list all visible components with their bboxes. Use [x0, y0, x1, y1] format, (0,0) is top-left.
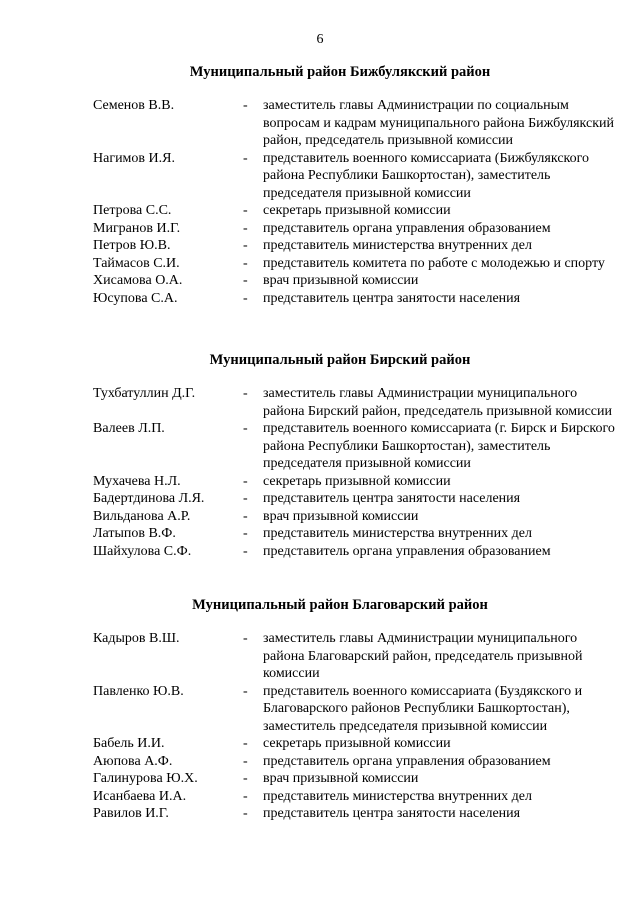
member-row	[0, 508, 640, 526]
member-name: Аюпова А.Ф.	[93, 753, 173, 769]
member-list	[0, 97, 640, 307]
member-name: Юсупова С.А.	[93, 290, 178, 306]
member-row	[0, 237, 640, 255]
page-number: 6	[316, 32, 324, 47]
member-row	[0, 272, 640, 290]
member-name: Исанбаева И.А.	[93, 788, 187, 804]
member-role: представитель органа управления образованием	[263, 543, 551, 559]
member-name: Галинурова Ю.Х.	[93, 771, 198, 786]
member-role: врач призывной комиссии	[263, 508, 419, 524]
member-row	[0, 735, 640, 753]
member-role: заместитель главы Администрации по социальным вопросам и кадрам муниципального района Бижбулякский район, председатель призывной комиссии	[263, 98, 615, 148]
member-dash: -	[243, 771, 248, 786]
member-name: Петров Ю.В.	[93, 238, 171, 253]
member-role: заместитель главы Администрации муниципального района Бирский район, председатель призывной комиссии	[263, 386, 612, 419]
member-row	[0, 490, 640, 508]
member-dash: -	[243, 753, 248, 769]
member-row	[0, 420, 640, 473]
member-row	[0, 220, 640, 238]
member-dash: -	[243, 386, 248, 401]
member-row	[0, 473, 640, 491]
member-row	[0, 788, 640, 806]
member-name: Кадыров В.Ш.	[93, 631, 180, 646]
member-dash: -	[243, 290, 248, 306]
member-dash: -	[243, 526, 248, 541]
member-role: представитель военного комиссариата (Буздякского и Благоварского районов Республики Башкортостан), заместитель председателя призывной комиссии	[263, 683, 583, 734]
member-dash: -	[243, 255, 248, 271]
member-name: Мигранов И.Г.	[93, 220, 181, 236]
member-role: представитель органа управления образованием	[263, 753, 551, 769]
member-name: Нагимов И.Я.	[93, 150, 175, 166]
member-role: представитель военного комиссариата (г. Бирск и Бирского района Республики Башкортостан), заместитель председателя призывной комиссии	[263, 421, 615, 471]
member-dash: -	[243, 543, 248, 559]
member-row	[0, 290, 640, 308]
member-dash: -	[243, 273, 248, 288]
member-row	[0, 385, 640, 420]
member-dash: -	[243, 473, 248, 489]
member-dash: -	[243, 683, 248, 699]
member-role: представитель органа управления образованием	[263, 220, 551, 236]
member-name: Вильданова А.Р.	[93, 508, 191, 524]
member-dash: -	[243, 631, 248, 646]
member-role: представитель центра занятости населения	[263, 806, 521, 821]
section-title: Муниципальный район Бижбулякский район	[189, 64, 491, 80]
member-row	[0, 770, 640, 788]
member-role: представитель министерства внутренних дел	[263, 238, 532, 253]
member-row	[0, 630, 640, 683]
member-name: Валеев Л.П.	[93, 421, 165, 436]
section-title: Муниципальный район Благоварский район	[192, 597, 488, 613]
member-role: представитель военного комиссариата (Бижбулякского района Республики Башкортостан), заместитель председателя призывной комиссии	[263, 150, 590, 201]
member-name: Тухбатуллин Д.Г.	[93, 386, 196, 401]
member-name: Бадертдинова Л.Я.	[93, 491, 205, 506]
member-dash: -	[243, 736, 248, 751]
member-dash: -	[243, 508, 248, 524]
member-row	[0, 543, 640, 561]
member-row	[0, 150, 640, 203]
member-name: Мухачева Н.Л.	[93, 473, 181, 489]
member-row	[0, 255, 640, 273]
member-name: Шайхулова С.Ф.	[93, 543, 192, 559]
member-dash: -	[243, 806, 248, 821]
member-name: Хисамова О.А.	[93, 273, 183, 288]
member-name: Равилов И.Г.	[93, 806, 169, 821]
member-role: врач призывной комиссии	[263, 273, 419, 288]
member-name: Петрова С.С.	[93, 203, 172, 218]
member-row	[0, 525, 640, 543]
member-row	[0, 683, 640, 736]
member-list	[0, 630, 640, 823]
member-role: секретарь призывной комиссии	[263, 736, 451, 751]
section-blagovar	[0, 597, 640, 823]
member-role: заместитель главы Администрации муниципального района Благоварский район, председатель призывной комиссии	[263, 631, 583, 681]
member-dash: -	[243, 421, 248, 436]
member-list	[0, 385, 640, 560]
member-row	[0, 97, 640, 150]
member-dash: -	[243, 788, 248, 804]
member-role: представитель центра занятости населения	[263, 491, 521, 506]
member-dash: -	[243, 98, 248, 113]
section-bizhbulyak	[0, 64, 640, 307]
member-name: Павленко Ю.В.	[93, 683, 184, 699]
section-title: Муниципальный район Бирский район	[209, 352, 471, 368]
member-row	[0, 805, 640, 823]
member-name: Латыпов В.Ф.	[93, 526, 176, 541]
member-dash: -	[243, 203, 248, 218]
member-role: представитель центра занятости населения	[263, 290, 521, 306]
member-role: врач призывной комиссии	[263, 771, 419, 786]
section-birsk	[0, 352, 640, 560]
member-name: Бабель И.И.	[93, 736, 165, 751]
member-dash: -	[243, 150, 248, 166]
member-row	[0, 202, 640, 220]
member-name: Таймасов С.И.	[93, 255, 180, 271]
member-role: секретарь призывной комиссии	[263, 473, 451, 489]
member-role: секретарь призывной комиссии	[263, 203, 451, 218]
member-role: представитель министерства внутренних дел	[263, 526, 532, 541]
member-dash: -	[243, 491, 248, 506]
member-role: представитель министерства внутренних дел	[263, 788, 532, 804]
member-dash: -	[243, 238, 248, 253]
member-role: представитель комитета по работе с молодежью и спорту	[263, 255, 605, 271]
member-row	[0, 753, 640, 771]
member-dash: -	[243, 220, 248, 236]
member-name: Семенов В.В.	[93, 98, 175, 113]
